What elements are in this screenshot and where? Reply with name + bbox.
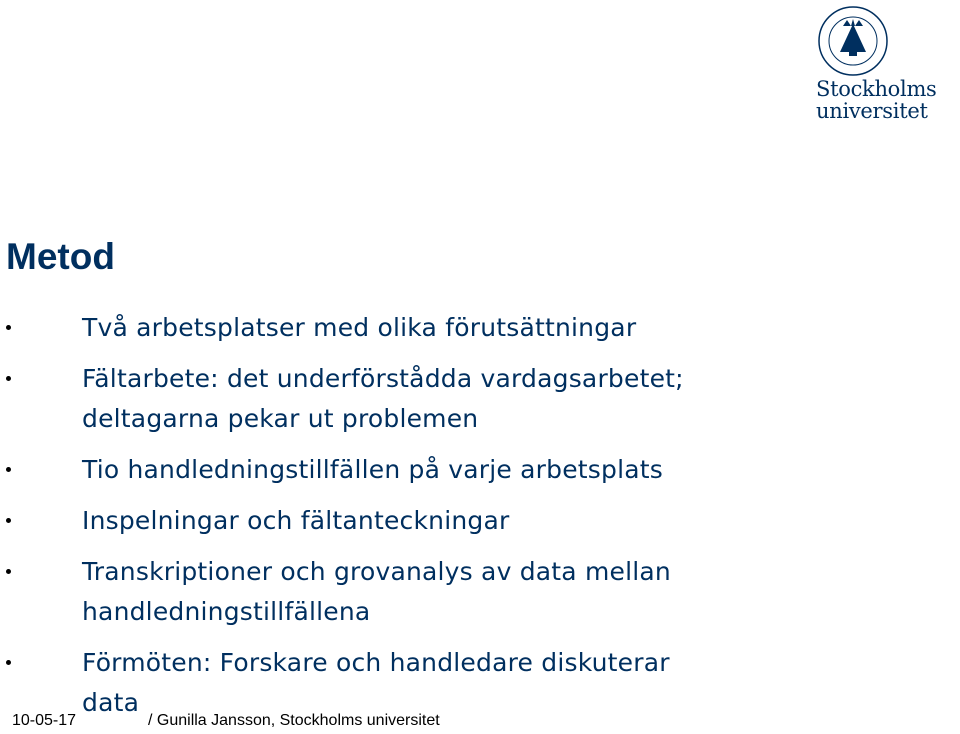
logo-name-line2: universitet xyxy=(816,99,928,123)
bullet-item xyxy=(0,643,960,723)
bullet-item xyxy=(0,501,960,541)
university-seal-icon xyxy=(816,4,890,78)
bullet-dot-icon xyxy=(6,518,11,523)
bullet-text-continued: handledningstillfällena xyxy=(82,597,371,626)
bullet-text: Transkriptioner och grovanalys av data mellan xyxy=(82,557,671,586)
bullet-text: Förmöten: Forskare och handledare diskuterar xyxy=(82,648,670,677)
bullet-dot-icon xyxy=(6,325,11,330)
bullet-item xyxy=(0,359,960,439)
bullet-text: Fältarbete: det underförstådda vardagsarbetet; xyxy=(82,364,684,393)
slide-title: Metod xyxy=(6,236,115,277)
footer-author: / Gunilla Jansson, Stockholms universitet xyxy=(148,712,440,729)
bullet-dot-icon xyxy=(6,467,11,472)
bullet-item xyxy=(0,450,960,490)
bullet-text: Tio handledningstillfällen på varje arbetsplats xyxy=(82,455,663,484)
bullet-dot-icon xyxy=(6,569,11,574)
bullet-item xyxy=(0,552,960,632)
bullet-dot-icon xyxy=(6,660,11,665)
bullet-list xyxy=(0,308,960,734)
slide-footer xyxy=(12,712,440,730)
bullet-text: Inspelningar och fältanteckningar xyxy=(82,506,510,535)
stockholms-universitet-logo xyxy=(812,4,952,124)
bullet-text: Två arbetsplatser med olika förutsättningar xyxy=(82,313,637,342)
bullet-item xyxy=(0,308,960,348)
logo-wordmark xyxy=(816,78,956,122)
bullet-dot-icon xyxy=(6,376,11,381)
bullet-text-continued: deltagarna pekar ut problemen xyxy=(82,404,479,433)
footer-date: 10-05-17 xyxy=(12,712,77,729)
bullet-text-continued: data xyxy=(82,688,140,717)
logo-name-line1: Stockholms xyxy=(816,77,937,101)
